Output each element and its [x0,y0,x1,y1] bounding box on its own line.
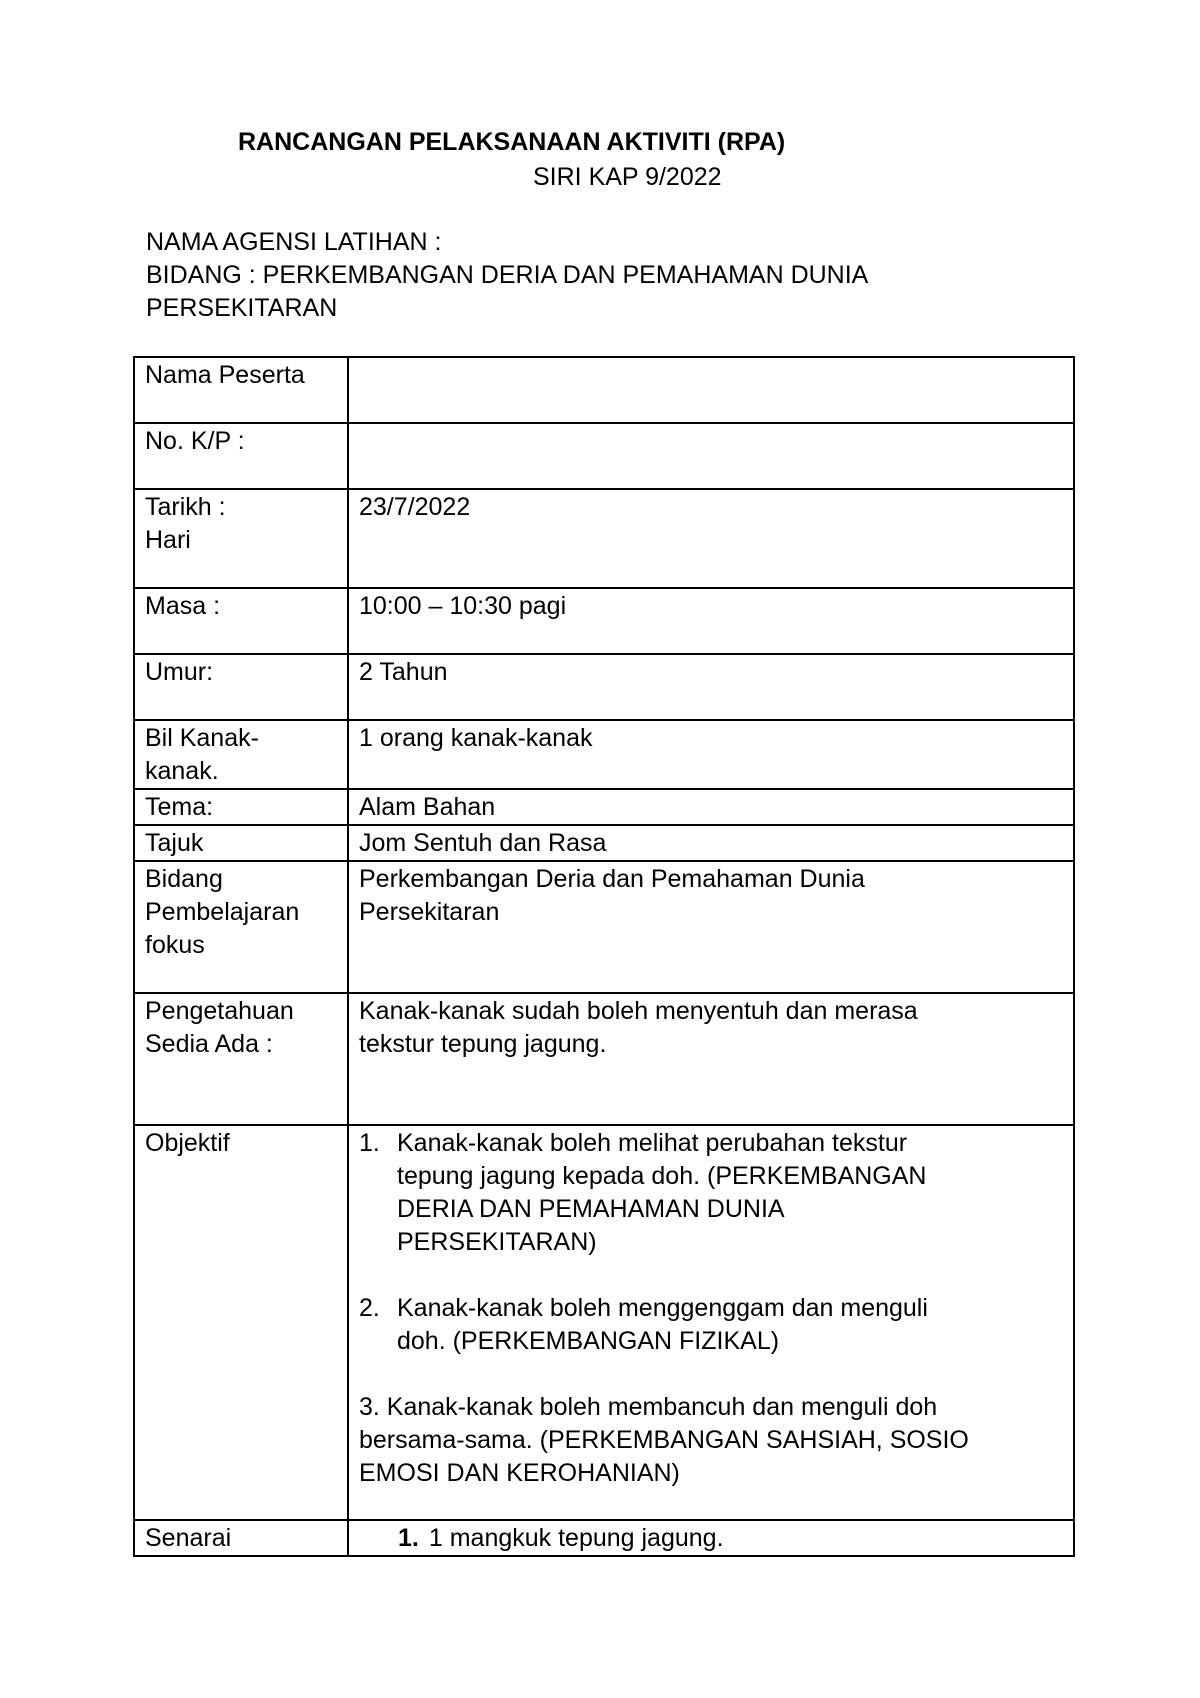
cell-label [134,861,348,993]
agency-line: NAMA AGENSI LATIHAN : [146,228,442,256]
label-line: Bil Kanak- [145,724,259,752]
objective-line: Kanak-kanak boleh menggenggam dan menguli [397,1294,928,1322]
bidang-line-continued: PERSEKITARAN [146,294,338,322]
material-text: 1 mangkuk tepung jagung. [428,1524,724,1552]
cell-label: Tema: [134,789,348,825]
label-line: fokus [145,931,205,959]
material-number: 1. [398,1524,419,1552]
cell-value-objektif [348,1125,1074,1520]
objective-line: DERIA DAN PEMAHAMAN DUNIA [397,1195,785,1223]
cell-label: Nama Peserta [134,357,348,423]
label-line: Pengetahuan [145,997,294,1025]
row-bil-kanak [134,720,1074,789]
objective-item [359,1127,1065,1259]
value-line: Kanak-kanak sudah boleh menyentuh dan merasa [359,997,918,1025]
row-masa [134,588,1074,654]
cell-value-pengetahuan [348,993,1074,1125]
cell-label: Objektif [134,1125,348,1520]
document-meta [146,226,1106,325]
value-line: Persekitaran [359,898,500,926]
label-line: Sedia Ada : [145,1030,273,1058]
value-line: tekstur tepung jagung. [359,1030,607,1058]
objective-text [397,1127,926,1259]
row-no-kp [134,423,1074,489]
objective-line: bersama-sama. (PERKEMBANGAN SAHSIAH, SOSIO [359,1426,969,1454]
objective-text [397,1292,928,1358]
cell-value-tema: Alam Bahan [348,789,1074,825]
cell-label: No. K/P : [134,423,348,489]
objective-line: tepung jagung kepada doh. (PERKEMBANGAN [397,1162,927,1190]
cell-value-senarai [348,1520,1074,1556]
value-line: Perkembangan Deria dan Pemahaman Dunia [359,865,865,893]
bidang-line: BIDANG : PERKEMBANGAN DERIA DAN PEMAHAMAN DUNIA [146,261,869,289]
cell-value-tajuk: Jom Sentuh dan Rasa [348,825,1074,861]
objective-line: PERSEKITARAN) [397,1228,597,1256]
label-line: kanak. [145,757,219,785]
cell-label: Masa : [134,588,348,654]
row-umur [134,654,1074,720]
cell-label: Senarai [134,1520,348,1556]
label-line: Bidang [145,865,223,893]
cell-value-masa: 10:00 – 10:30 pagi [348,588,1074,654]
material-item [359,1522,1065,1555]
objective-item [359,1292,1065,1358]
cell-value-bil: 1 orang kanak-kanak [348,720,1074,789]
objective-number: 1. [359,1129,380,1157]
cell-label: Tajuk [134,825,348,861]
label-line: Tarikh : [145,493,226,521]
row-tema [134,789,1074,825]
row-tajuk [134,825,1074,861]
cell-value-bidang [348,861,1074,993]
document-title: RANCANGAN PELAKSANAAN AKTIVITI (RPA) [238,128,786,156]
row-tarikh [134,489,1074,588]
label-line: Pembelajaran [145,898,300,926]
cell-value-nama-peserta [348,357,1074,423]
objective-item [359,1391,1065,1490]
cell-value-umur: 2 Tahun [348,654,1074,720]
document-subtitle: SIRI KAP 9/2022 [533,163,722,191]
rpa-table [133,356,1075,1557]
objective-line: EMOSI DAN KEROHANIAN) [359,1459,680,1487]
row-nama-peserta [134,357,1074,423]
cell-value-no-kp [348,423,1074,489]
cell-label [134,993,348,1125]
objective-number: 2. [359,1294,380,1322]
objective-line: doh. (PERKEMBANGAN FIZIKAL) [397,1327,780,1355]
row-bidang-pembelajaran [134,861,1074,993]
label-line: Hari [145,526,191,554]
row-senarai [134,1520,1074,1556]
cell-label [134,489,348,588]
cell-label [134,720,348,789]
cell-label: Umur: [134,654,348,720]
row-objektif [134,1125,1074,1520]
cell-value-tarikh: 23/7/2022 [348,489,1074,588]
objective-line: Kanak-kanak boleh melihat perubahan tekstur [397,1129,908,1157]
objective-line: 3. Kanak-kanak boleh membancuh dan menguli doh [359,1393,938,1421]
row-pengetahuan [134,993,1074,1125]
